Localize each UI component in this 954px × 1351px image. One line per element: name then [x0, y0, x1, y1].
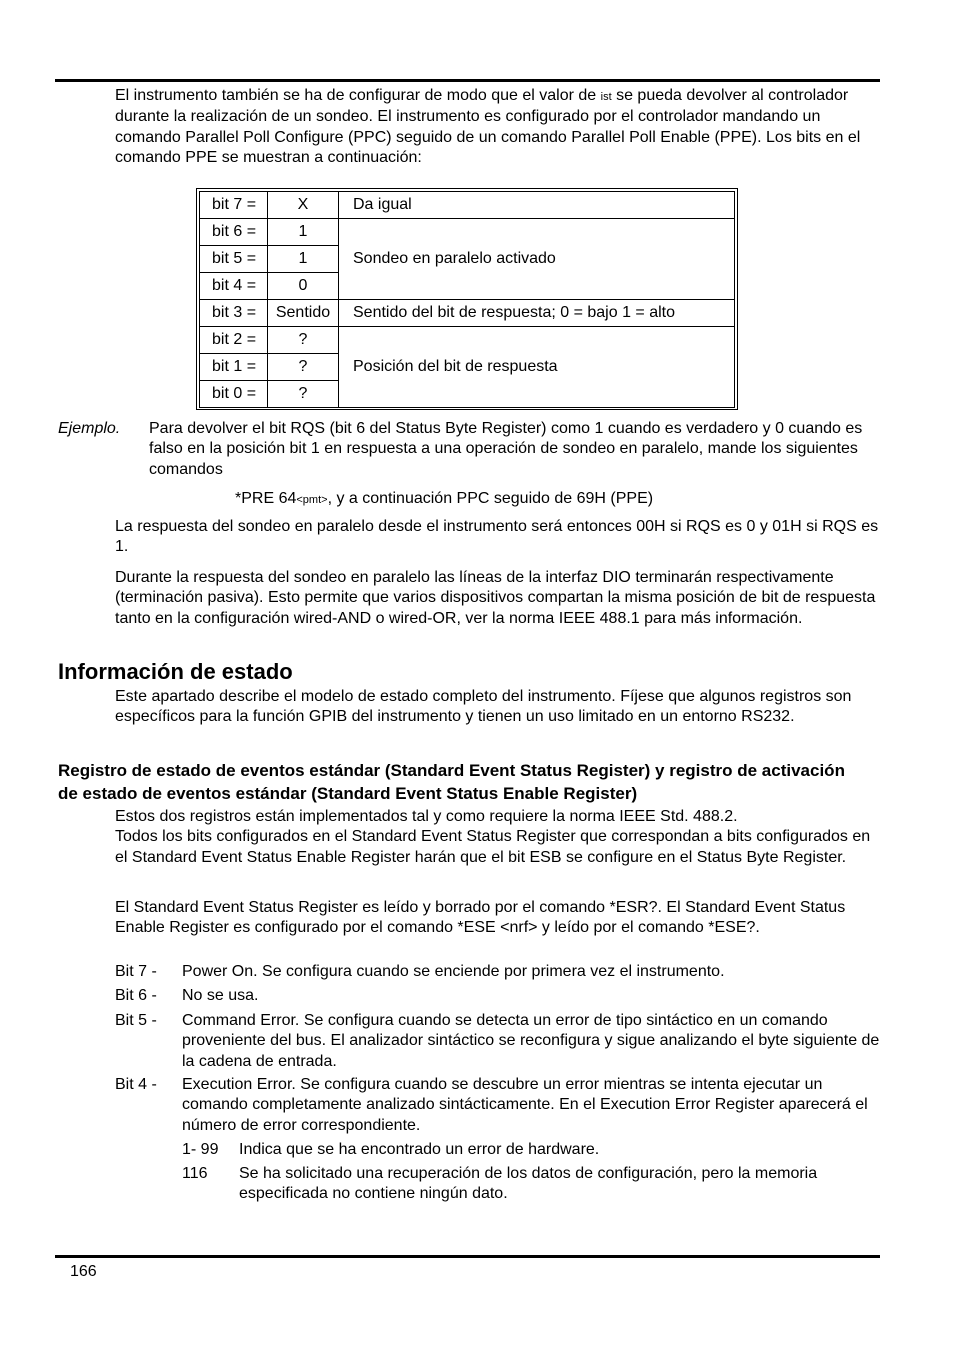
status-intro-paragraph: Este apartado describe el modelo de estado completo del instrumento. Fíjese que algunos registros son específicos para la función GPIB del instrumento y tienen un uso limitado en un entorno RS232.: [115, 688, 852, 726]
table-row: [200, 327, 735, 354]
page-number: 166: [70, 1263, 97, 1280]
subsection-heading-esr: Registro de estado de eventos estándar (Standard Event Status Register) y registro de activación de estado de eventos estándar (Standard Event Status Enable Register): [58, 761, 845, 803]
bit-description: Posición del bit de respuesta: [339, 327, 735, 408]
error-description: Se ha solicitado una recuperación de los datos de configuración, pero la memoria especificada no contiene ningún dato.: [239, 1165, 818, 1203]
bit-value: 1: [268, 219, 339, 246]
command-pmt: <pmt>: [296, 494, 328, 506]
error-code: 116: [182, 1165, 208, 1182]
bit-label: bit 1 =: [200, 354, 268, 381]
bit-description: Da igual: [339, 192, 735, 219]
table-row: [200, 300, 735, 327]
intro-text-2: se pueda devolver al controlador durante la realización de un sondeo. El instrumento es configurado por el controlador mandando un comando Parallel Poll Configure (PPC) seguido de un comando Parallel Poll Enable (PPE). Los bits en el comando PPE se muestran a continuación:: [115, 87, 861, 167]
bit-item-label: Bit 7 -: [115, 963, 157, 980]
bit-value: Sentido: [268, 300, 339, 327]
error-code: 1- 99: [182, 1141, 219, 1158]
dio-paragraph: Durante la respuesta del sondeo en paralelo las líneas de la interfaz DIO terminarán respectivamente (terminación pasiva). Esto permite que varios dispositivos compartan la misma posición de bit de respuesta tanto en la configuración wired-AND o wired-OR, ver la norma IEEE 488.1 para más información.: [115, 569, 876, 627]
example-label: Ejemplo.: [58, 420, 121, 437]
bit-value: 0: [268, 273, 339, 300]
bit-description: Sentido del bit de respuesta; 0 = bajo 1 = alto: [339, 300, 735, 327]
bit-description: Sondeo en paralelo activado: [339, 219, 735, 300]
bit-label: bit 3 =: [200, 300, 268, 327]
command-pre: *PRE 64: [235, 490, 297, 507]
header-rule: [55, 79, 880, 82]
esr-paragraph-2: El Standard Event Status Register es leído y borrado por el comando *ESR?. El Standard Event Status Enable Register es configurado por el comando *ESE <nrf> y leído por el comando *ESE?.: [115, 899, 846, 937]
bit-label: bit 0 =: [200, 381, 268, 408]
bit-item-label: Bit 5 -: [115, 1012, 157, 1029]
bit-item-text: No se usa.: [182, 987, 259, 1004]
bit-item-text: Power On. Se configura cuando se enciende por primera vez el instrumento.: [182, 963, 725, 980]
example-command: [235, 489, 653, 510]
intro-paragraph: [115, 86, 880, 169]
error-description: Indica que se ha encontrado un error de hardware.: [239, 1141, 600, 1158]
bit-item-label: Bit 6 -: [115, 987, 157, 1004]
bit-value: 1: [268, 246, 339, 273]
bit-value: ?: [268, 327, 339, 354]
bit-label: bit 4 =: [200, 273, 268, 300]
command-suffix: , y a continuación PPC seguido de 69H (PPE): [327, 490, 654, 507]
bit-label: bit 6 =: [200, 219, 268, 246]
table-row: [200, 192, 735, 219]
ist-term: ist: [600, 91, 612, 103]
bit-item-label: Bit 4 -: [115, 1076, 157, 1093]
esr-paragraph-1: [115, 807, 880, 868]
bit-value: X: [268, 192, 339, 219]
intro-text-1: El instrumento también se ha de configurar de modo que el valor de: [115, 87, 601, 104]
bit-value: ?: [268, 354, 339, 381]
bit-label: bit 5 =: [200, 246, 268, 273]
bit-item-text: Command Error. Se configura cuando se detecta un error de tipo sintáctico en un comando proveniente del bus. El analizador sintáctico se reconfigura y sigue analizando el byte siguiente de la cadena de entrada.: [182, 1012, 880, 1070]
esr-para1-line1: Estos dos registros están implementados tal y como requiere la norma IEEE Std. 488.2.: [115, 808, 738, 825]
ppe-bits-table: [196, 188, 738, 410]
bit-value: ?: [268, 381, 339, 408]
footer-rule: [55, 1255, 880, 1258]
esr-para1-rest: Todos los bits configurados en el Standard Event Status Register que correspondan a bits configurados en el Standard Event Status Enable Register harán que el bit ESB se configure en el Status Byte Register.: [115, 828, 871, 866]
response-paragraph: La respuesta del sondeo en paralelo desde el instrumento será entonces 00H si RQS es 0 y 01H si RQS es 1.: [115, 518, 879, 556]
bit-label: bit 7 =: [200, 192, 268, 219]
table-row: [200, 219, 735, 246]
bit-label: bit 2 =: [200, 327, 268, 354]
example-text: Para devolver el bit RQS (bit 6 del Status Byte Register) como 1 cuando es verdadero y 0 cuando es falso en la posición bit 1 en respuesta a una operación de sondeo en paralelo, mande los siguientes comandos: [149, 420, 863, 478]
section-heading-status: Información de estado: [58, 659, 293, 684]
bit-item-text: Execution Error. Se configura cuando se descubre un error mientras se intenta ejecutar un comando completamente analizado sintácticamente. En el Execution Error Register aparecerá el número de error correspondiente.: [182, 1076, 868, 1134]
